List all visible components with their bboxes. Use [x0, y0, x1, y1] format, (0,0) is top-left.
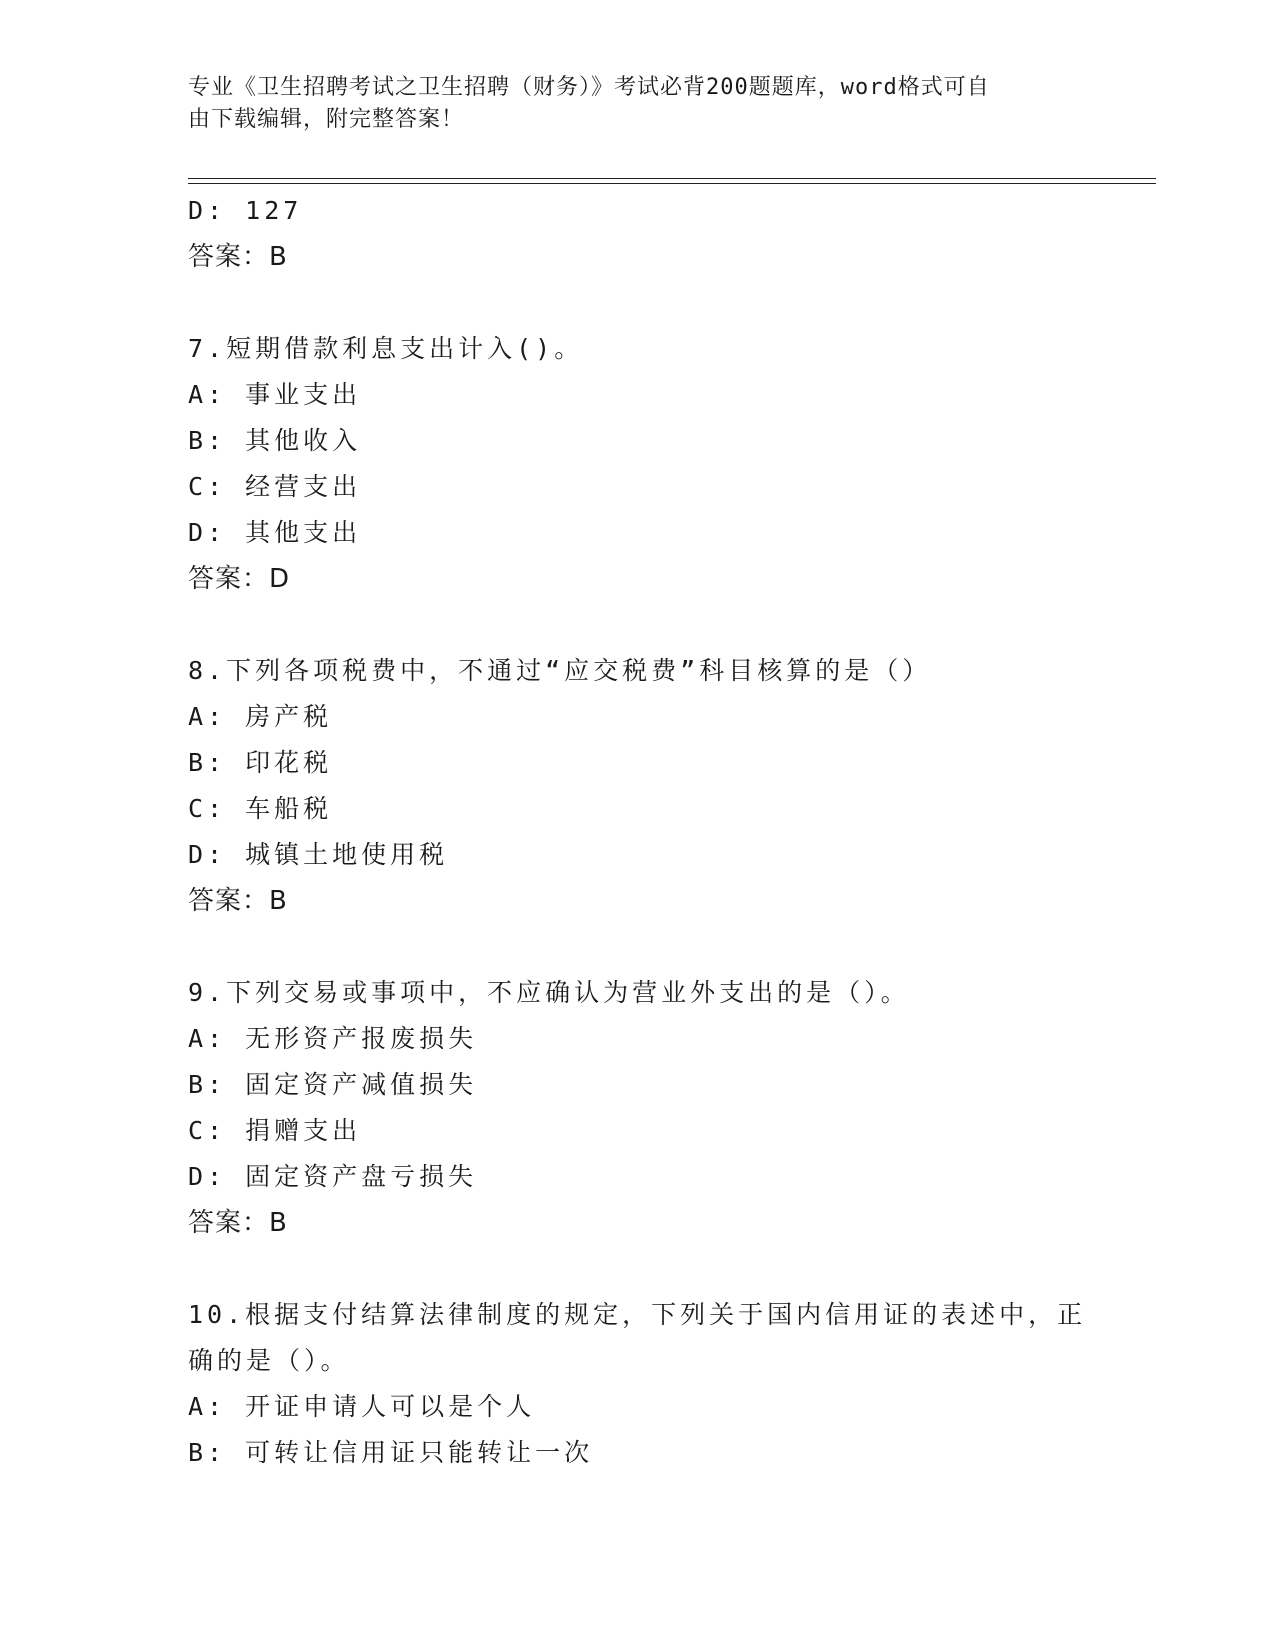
question-stem: 9.下列交易或事项中，不应确认为营业外支出的是（）。 — [188, 978, 910, 1007]
option-c: C: 捐赠支出 — [188, 1116, 362, 1145]
option-d: D: 城镇土地使用税 — [188, 840, 449, 869]
answer: 答案：D — [188, 564, 291, 594]
spacer — [188, 1246, 1088, 1292]
header-line-1: 专业《卫生招聘考试之卫生招聘（财务）》考试必背200题题库，word格式可自 — [188, 75, 990, 100]
question-stem-line-2: 确的是（）。 — [188, 1346, 350, 1375]
question-7 — [188, 326, 1088, 602]
option-b: B: 可转让信用证只能转让一次 — [188, 1438, 594, 1467]
option-d: D: 固定资产盘亏损失 — [188, 1162, 478, 1191]
option-a: A: 事业支出 — [188, 380, 362, 409]
option-a: A: 房产税 — [188, 702, 333, 731]
question-9 — [188, 970, 1088, 1246]
question-8 — [188, 648, 1088, 924]
option-b: B: 固定资产减值损失 — [188, 1070, 478, 1099]
option-c: C: 车船税 — [188, 794, 333, 823]
header-line-2: 由下载编辑，附完整答案！ — [188, 107, 465, 132]
question-stem: 7.短期借款利息支出计入()。 — [188, 334, 584, 363]
option-a: A: 开证申请人可以是个人 — [188, 1392, 536, 1421]
question-10 — [188, 1292, 1088, 1476]
header-divider-top — [188, 178, 1156, 179]
question-stem-line-1: 10.根据支付结算法律制度的规定，下列关于国内信用证的表述中，正 — [188, 1300, 1087, 1329]
document-body — [188, 188, 1088, 1476]
header-divider-bottom — [188, 183, 1156, 184]
option-c: C: 经营支出 — [188, 472, 362, 501]
option-d: D: 其他支出 — [188, 518, 362, 547]
option-b: B: 印花税 — [188, 748, 333, 777]
option-b: B: 其他收入 — [188, 426, 362, 455]
question-stem: 8.下列各项税费中，不通过“应交税费”科目核算的是（） — [188, 656, 932, 685]
answer: 答案：B — [188, 886, 288, 916]
option-a: A: 无形资产报废损失 — [188, 1024, 478, 1053]
answer: 答案：B — [188, 1208, 288, 1238]
spacer — [188, 280, 1088, 326]
spacer — [188, 924, 1088, 970]
document-header — [188, 72, 1068, 136]
spacer — [188, 602, 1088, 648]
option-d: D: 127 — [188, 196, 303, 225]
answer: 答案：B — [188, 242, 288, 272]
